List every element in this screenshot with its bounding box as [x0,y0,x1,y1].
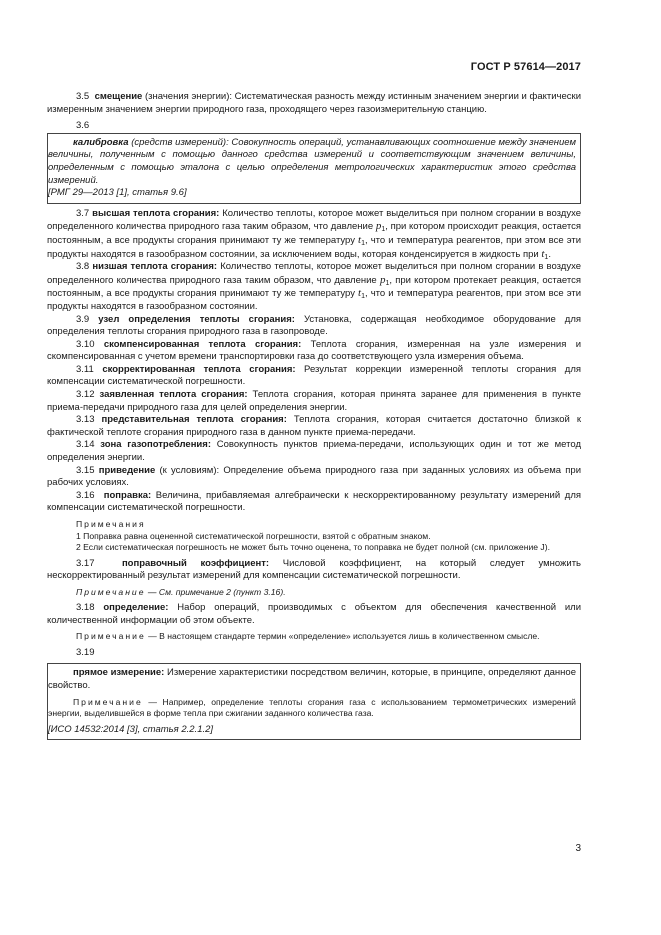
section-number: 3.19 [76,646,95,658]
definition-box [47,133,581,204]
term: смещение [94,91,143,102]
document-body [47,91,581,740]
note-3-18: Примечание — В настоящем стандарте термин «определение» используется лишь в количественном смысле. [76,631,540,642]
reference: [РМГ 29—2013 [1], статья 9.6] [48,187,187,199]
standard-header: ГОСТ Р 57614—2017 [470,61,581,73]
section-number: 3.6 [76,120,90,132]
note-3-19: Примечание — Например, определение теплоты сгорания газа с использованием термометрических измерений энергии, выделившейся в форме тепла при сжигании заданного количества газа. [48,696,576,719]
section-3-13: 3.13 представительная теплота сгорания: Теплота сгорания, которая считается достаточно близкой к фактической теплоте сгорания природного газа в данном пункте приема-передачи. [47,414,581,438]
notes-title: Примечания [76,519,146,529]
term: калибровка [73,136,129,148]
reference: [ИСО 14532:2014 [3], статья 2.2.1.2] [48,723,214,735]
section-3-17: 3.17 поправочный коэффициент: Числовой коэффициент, на который следует умножить нескорректированный результат измерений для компенсации систематической погрешности. [47,557,581,582]
section-3-15: 3.15 приведение (к условиям): Определение объема природного газа при заданных условиях из объема при рабочих условиях. [47,464,581,489]
section-3-18: 3.18 определение: Набор операций, производимых с объектом для обеспечения качественной или количественной информации об этом объекте. [47,602,582,626]
definition-box [47,663,581,740]
section-3-19: прямое измерение: Измерение характеристики посредством величин, которые, в принципе, определяют данное свойство. [48,667,576,692]
section-3-16: 3.16 поправка: Величина, прибавляемая алгебраически к нескорректированному результату измерений для компенсации систематической погрешности. [47,489,582,514]
section-3-11: 3.11 скорректированная теплота сгорания: Результат коррекции измеренной теплоты сгорания для компенсации систематической погрешности. [47,363,582,388]
note-3-17: Примечание — См. примечание 2 (пункт 3.16). [76,586,286,597]
section-3-7: 3.7 высшая теплота сгорания: Количество теплоты, которое может выделиться при полном сгорании в воздухе определенного количества природного газа таким образом, что давление $p_1$, при котором происходит реакция, остается постоянным, а все продукты сгорания принимают ту же температуру $t_1$, что и температура реагентов, при этом все эти продукты находятся в газообразном состоянии, за исключением воды, которая конденсируется в жидкость при $t_1$. [47,207,582,261]
page-number: 3 [575,843,581,854]
section-3-10: 3.10 скомпенсированная теплота сгорания: Теплота сгорания, измеренная на узле измерения и скомпенсированная с учетом времени транспортировки газа до соответствующего узла измерения объема. [47,338,581,363]
section-3-9: 3.9 узел определения теплоты сгорания: Установка, содержащая необходимое оборудование для определения теплоты сгорания природного газа в газопроводе. [47,313,582,338]
note-2: 2 Если систематическая погрешность не может быть точно оценена, то поправка не будет полной (см. приложение J). [76,542,550,552]
note-1: 1 Поправка равна оцененной систематической погрешности, взятой с обратным знаком. [76,530,431,541]
section-3-5: 3.5 смещение (значения энергии): Систематическая разность между истинным значением энергии и фактически измеренным значением энергии природного газа, проходящего через газоизмерительную станцию. [47,91,581,115]
section-3-12: 3.12 заявленная теплота сгорания: Теплота сгорания, которая принята заранее для применения в пункте приема-передачи природного газа для целей определения энергии. [47,389,581,413]
section-3-6: калибровка (средств измерений): Совокупность операций, устанавливающих соотношение между значением величины, полученным с помощью данного средства измерений и соответствующим значением величины, определенным с помощью эталона с целью определения метрологических характеристик этого средства измерений. [48,136,576,186]
section-3-8: 3.8 низшая теплота сгорания: Количество теплоты, которое может выделиться при полном сгорании в воздухе определенного количества природного газа таким образом, что давление $p_1$, при котором протекает реакция, остается постоянным, а все продукты сгорания принимают ту же температуру $t_1$, что и температура реагентов, при этом все эти продукты находятся в газообразном состоянии. [47,261,582,312]
notes-block [47,519,581,554]
section-3-14: 3.14 зона газопотребления: Совокупность пунктов приема-передачи, использующих один и тот же метод определения энергии. [47,439,582,464]
